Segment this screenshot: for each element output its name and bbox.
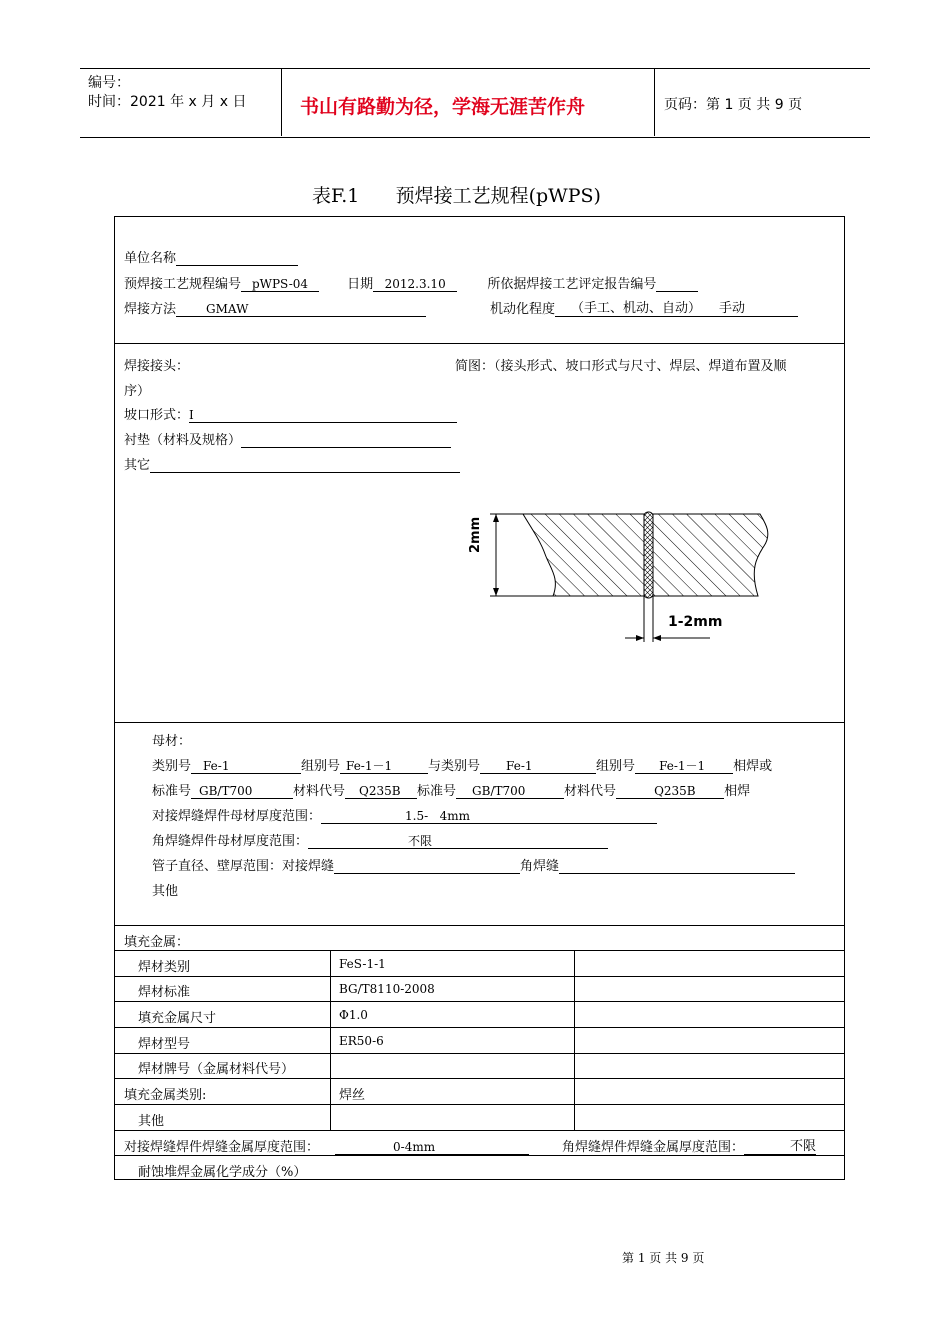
fillet-range-value: 不限 bbox=[408, 834, 433, 848]
pwps-label: 预焊接工艺规程编号 bbox=[124, 277, 242, 292]
date-field[interactable]: 2012.3.10 bbox=[373, 277, 457, 292]
filler-row-3-value[interactable]: ER50-6 bbox=[339, 1034, 384, 1048]
fillet-thk-field[interactable] bbox=[744, 1140, 816, 1155]
unit-label: 单位名称 bbox=[124, 251, 177, 266]
left-plate bbox=[523, 514, 644, 596]
mech-field[interactable] bbox=[555, 302, 798, 317]
filler-row-1-label: 焊材标准 bbox=[138, 985, 191, 1000]
backing-row bbox=[124, 429, 451, 448]
unit-row bbox=[124, 247, 298, 266]
butt-thk-field[interactable] bbox=[335, 1140, 529, 1155]
mat2-label: 材料代号 bbox=[564, 784, 617, 799]
filler-row-5-value[interactable]: 焊丝 bbox=[339, 1088, 366, 1103]
std-label: 标准号 bbox=[152, 784, 192, 799]
pipe-row bbox=[152, 855, 795, 874]
group2-field[interactable] bbox=[635, 759, 733, 774]
class-field[interactable] bbox=[191, 759, 301, 774]
joint-sketch bbox=[460, 500, 780, 650]
with-class-label: 与类别号 bbox=[428, 759, 481, 774]
std2-label: 标准号 bbox=[417, 784, 457, 799]
butt-range-field[interactable] bbox=[321, 809, 657, 824]
butt-thk-row bbox=[124, 1136, 529, 1155]
std-value: GB/T700 bbox=[199, 784, 253, 798]
groove-label: 坡口形式： bbox=[124, 408, 190, 423]
page-info: 页码：第 1 页 共 9 页 bbox=[664, 97, 803, 113]
filler-row-4-label: 焊材牌号（金属材料代号） bbox=[138, 1062, 295, 1077]
groove-row bbox=[124, 404, 457, 423]
group-field[interactable] bbox=[340, 759, 428, 774]
weld-bead bbox=[644, 512, 653, 598]
pqr-field[interactable] bbox=[656, 277, 698, 292]
other-row bbox=[124, 454, 460, 473]
pipe-label: 管子直径、壁厚范围：对接焊缝 bbox=[152, 859, 335, 874]
pipe-butt-field[interactable] bbox=[334, 859, 520, 874]
dim-gap: 1-2mm bbox=[668, 614, 723, 630]
filler-row-0-label: 焊材类别 bbox=[138, 960, 191, 975]
class-value: Fe-1 bbox=[203, 759, 230, 773]
date-label: 日期 bbox=[347, 277, 374, 292]
joint-other-label: 其它 bbox=[124, 458, 151, 473]
filler-row-0-value[interactable]: FeS-1-1 bbox=[339, 957, 386, 971]
weld-or-label: 相焊或 bbox=[733, 759, 773, 774]
time-label: 时间：2021 年 x 月 x 日 bbox=[88, 94, 247, 110]
filler-row-2-value[interactable]: Φ1.0 bbox=[339, 1008, 368, 1022]
backing-field[interactable] bbox=[241, 433, 451, 448]
butt-range-value: 1.5- 4mm bbox=[405, 809, 470, 823]
base-metal-label: 母材： bbox=[152, 734, 192, 749]
sketch-label-cont: 序） bbox=[124, 384, 151, 399]
std2-field[interactable] bbox=[456, 784, 564, 799]
weld-label: 相焊 bbox=[724, 784, 751, 799]
group2-value: Fe-1－1 bbox=[659, 759, 706, 773]
footer-page: 第 1 页 共 9 页 bbox=[622, 1251, 705, 1265]
method-field[interactable] bbox=[176, 302, 426, 317]
with-class-field[interactable] bbox=[480, 759, 596, 774]
filler-row-2-label: 填充金属尺寸 bbox=[138, 1011, 217, 1026]
code-label: 编号： bbox=[88, 75, 130, 91]
groove-field[interactable]: I bbox=[189, 408, 457, 423]
method-value: GMAW bbox=[206, 302, 249, 316]
unit-field[interactable] bbox=[176, 251, 298, 266]
filler-row-5-label: 填充金属类别: bbox=[124, 1088, 207, 1103]
pwps-field[interactable]: pWPS-04 bbox=[241, 277, 319, 292]
group-label: 组别号 bbox=[301, 759, 341, 774]
dim-thickness: 2mm bbox=[468, 516, 483, 553]
std-row bbox=[152, 780, 750, 799]
pwps-row bbox=[124, 273, 698, 292]
filler-row-3-label: 焊材型号 bbox=[138, 1037, 191, 1052]
joint-label: 焊接接头： bbox=[124, 359, 190, 374]
group-value: Fe-1－1 bbox=[346, 759, 393, 773]
backing-label: 衬垫（材料及规格） bbox=[124, 433, 242, 448]
std-field[interactable] bbox=[191, 784, 293, 799]
mech-row bbox=[490, 298, 798, 317]
fillet-thk-row bbox=[562, 1136, 816, 1155]
fillet-thk-value: 不限 bbox=[790, 1139, 817, 1154]
mat2-field[interactable] bbox=[616, 784, 724, 799]
fillet-range-row bbox=[152, 830, 608, 849]
corrosion-label: 耐蚀堆焊金属化学成分（%） bbox=[138, 1165, 307, 1180]
method-label: 焊接方法 bbox=[124, 302, 177, 317]
pipe-fillet-field[interactable] bbox=[559, 859, 795, 874]
with-class-value: Fe-1 bbox=[506, 759, 533, 773]
class-label: 类别号 bbox=[152, 759, 192, 774]
page-title: 表F.1 预焊接工艺规程(pWPS) bbox=[312, 185, 601, 207]
sketch-label: 简图：（接头形式、坡口形式与尺寸、焊层、焊道布置及顺 bbox=[455, 359, 787, 374]
right-plate bbox=[653, 514, 768, 596]
fillet-range-label: 角焊缝焊件母材厚度范围： bbox=[152, 834, 309, 849]
fillet-thk-label: 角焊缝焊件焊缝金属厚度范围： bbox=[562, 1140, 745, 1155]
class-row bbox=[152, 755, 772, 774]
mat-field[interactable] bbox=[345, 784, 417, 799]
pqr-label: 所依据焊接工艺评定报告编号 bbox=[487, 277, 657, 292]
filler-row-1-value[interactable]: BG/T8110-2008 bbox=[339, 982, 435, 996]
motto: 书山有路勤为径，学海无涯苦作舟 bbox=[300, 96, 586, 118]
filler-row-6-label: 其他 bbox=[138, 1114, 165, 1129]
mat-value: Q235B bbox=[359, 784, 401, 798]
group2-label: 组别号 bbox=[596, 759, 636, 774]
butt-range-row bbox=[152, 805, 657, 824]
mech-label: 机动化程度 bbox=[490, 302, 556, 317]
pipe-fillet-label: 角焊缝 bbox=[520, 859, 560, 874]
butt-thk-label: 对接焊缝焊件焊缝金属厚度范围： bbox=[124, 1140, 320, 1155]
method-row bbox=[124, 298, 426, 317]
std2-value: GB/T700 bbox=[472, 784, 526, 798]
butt-thk-value: 0-4mm bbox=[393, 1140, 436, 1154]
filler-label: 填充金属： bbox=[124, 935, 190, 950]
mat-label: 材料代号 bbox=[293, 784, 346, 799]
butt-range-label: 对接焊缝焊件母材厚度范围： bbox=[152, 809, 322, 824]
mat2-value: Q235B bbox=[654, 784, 696, 798]
mech-options: （手工、机动、自动） bbox=[571, 301, 702, 316]
mech-value: 手动 bbox=[719, 301, 746, 316]
fillet-range-field[interactable] bbox=[308, 834, 608, 849]
joint-other-field[interactable] bbox=[150, 458, 460, 473]
base-other-label: 其他 bbox=[152, 884, 179, 899]
